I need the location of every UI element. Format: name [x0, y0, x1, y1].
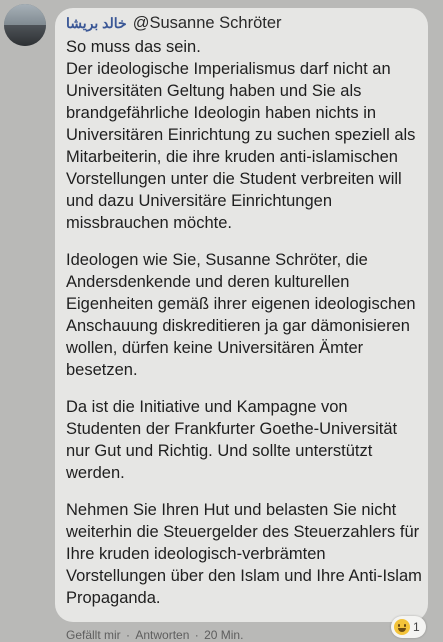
mention[interactable]: @Susanne Schröter	[132, 14, 282, 32]
comment-paragraph-3: Da ist die Initiative und Kampagne von Studenten der Frankfurter Goethe-Universität nur Gut und Richtig. Und sollte unterstützt werden.	[66, 398, 398, 482]
comment-body	[66, 36, 422, 624]
reaction-count: 1	[413, 620, 420, 634]
comment-author[interactable]: خالد بريشا	[66, 15, 127, 31]
avatar-ground	[4, 25, 46, 46]
haha-emoji-icon	[394, 619, 410, 635]
avatar[interactable]	[4, 4, 46, 46]
reply-link[interactable]: Antworten	[135, 628, 190, 642]
comment-paragraph-4: Nehmen Sie Ihren Hut und belasten Sie nicht weiterhin die Steuergelder des Steuerzahlers für Ihre kruden ideologisch-verbrämten Vorstellungen über den Islam und Ihre Anti-Islam Propaganda.	[66, 501, 422, 607]
separator: ·	[122, 628, 134, 642]
comment-header	[66, 14, 282, 33]
reaction-badge[interactable]	[391, 616, 426, 638]
comment-paragraph-1: So muss das sein. Der ideologische Imperialismus darf nicht an Universitäten Geltung haben und Sie als brandgefährliche Ideologin haben nichts in Universitären Einrichtung zu suchen speziell als Mitarbeiterin, die ihre kruden anti-islamischen Vorstellungen unter die Student verbreiten will und dazu Universitäre Einrichtungen missbrauchen möchte.	[66, 38, 416, 232]
like-link[interactable]: Gefällt mir	[66, 628, 121, 642]
timestamp[interactable]: 20 Min.	[204, 628, 244, 642]
comment-paragraph-2: Ideologen wie Sie, Susanne Schröter, die Andersdenkende und deren kulturellen Eigenheiten gemäß ihrer eigenen ideologischen Anschauung diskreditieren ja gar dämonisieren wollen, dürfen keine Universitären Ämter besetzen.	[66, 251, 416, 379]
avatar-sky	[4, 4, 46, 27]
separator: ·	[191, 628, 203, 642]
